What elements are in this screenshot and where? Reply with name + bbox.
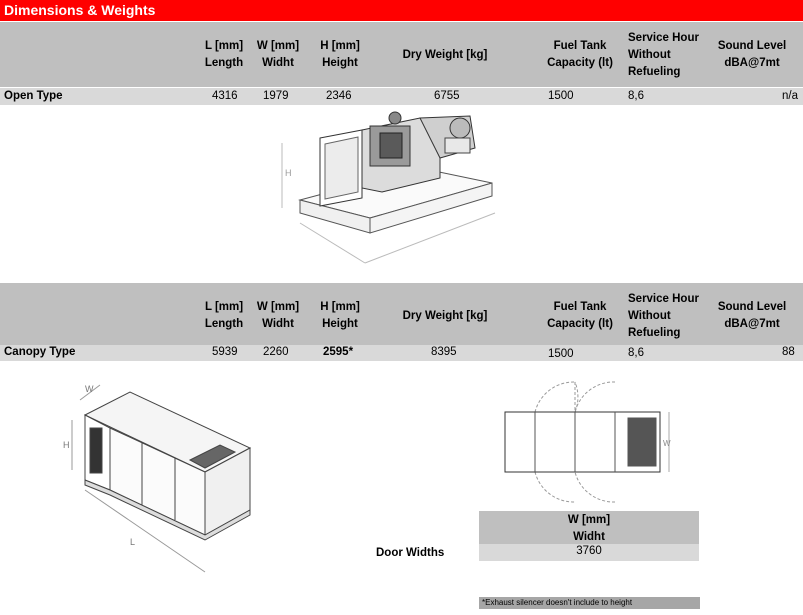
open-type-dry-weight: 6755 bbox=[434, 90, 460, 102]
svg-text:H: H bbox=[63, 440, 70, 450]
canopy-type-generator-drawing bbox=[60, 380, 260, 575]
open-header-fuel-tank: Fuel Tank Capacity (lt) bbox=[547, 40, 613, 69]
canopy-type-sound-level: 88 bbox=[782, 346, 795, 358]
canopy-type-label: Canopy Type bbox=[4, 346, 76, 358]
open-header-width: W [mm] Widht bbox=[256, 40, 300, 69]
open-type-sound-level: n/a bbox=[782, 90, 798, 102]
open-type-fuel-tank: 1500 bbox=[548, 90, 574, 102]
canopy-header-dry-weight: Dry Weight [kg] bbox=[402, 310, 488, 322]
svg-text:L: L bbox=[130, 537, 136, 547]
canopy-type-service-hour: 8,6 bbox=[628, 347, 644, 359]
door-width-header: W [mm] Widht bbox=[567, 514, 611, 543]
open-header-height: H [mm] Height bbox=[320, 40, 360, 69]
open-type-length: 4316 bbox=[212, 90, 238, 102]
canopy-type-length: 5939 bbox=[212, 346, 238, 358]
open-header-service-hour: Service Hour Without Refueling bbox=[628, 32, 699, 78]
canopy-header-service-hour: Service Hour Without Refueling bbox=[628, 293, 699, 339]
open-type-label: Open Type bbox=[4, 90, 63, 102]
canopy-header-sound-level: Sound Level dBA@7mt bbox=[717, 301, 787, 330]
door-widths-label: Door Widths bbox=[376, 547, 445, 559]
canopy-header-width: W [mm] Widht bbox=[256, 301, 300, 330]
canopy-type-width: 2260 bbox=[263, 346, 289, 358]
canopy-type-fuel-tank: 1500 bbox=[548, 348, 574, 360]
section-title: Dimensions & Weights bbox=[0, 0, 803, 21]
open-header-length: L [mm] Length bbox=[204, 40, 244, 69]
open-type-service-hour: 8,6 bbox=[628, 90, 644, 102]
open-header-sound-level: Sound Level dBA@7mt bbox=[717, 40, 787, 69]
open-type-generator-drawing bbox=[270, 108, 500, 268]
canopy-top-view-drawing bbox=[495, 380, 675, 510]
exhaust-footnote: *Exhaust silencer doesn't include to height bbox=[479, 597, 700, 609]
canopy-header-length: L [mm] Length bbox=[204, 301, 244, 330]
open-type-height: 2346 bbox=[326, 90, 352, 102]
open-type-row bbox=[0, 88, 803, 105]
open-type-width: 1979 bbox=[263, 90, 289, 102]
svg-text:W: W bbox=[85, 384, 94, 394]
canopy-type-height: 2595* bbox=[323, 346, 354, 358]
door-width-value: 3760 bbox=[576, 545, 602, 557]
canopy-header-height: H [mm] Height bbox=[320, 301, 360, 330]
svg-text:W: W bbox=[663, 439, 671, 448]
canopy-type-dry-weight: 8395 bbox=[431, 346, 457, 358]
open-header-dry-weight: Dry Weight [kg] bbox=[402, 49, 488, 61]
canopy-header-fuel-tank: Fuel Tank Capacity (lt) bbox=[547, 301, 613, 330]
canopy-type-row bbox=[0, 345, 803, 361]
svg-text:H: H bbox=[285, 168, 292, 178]
